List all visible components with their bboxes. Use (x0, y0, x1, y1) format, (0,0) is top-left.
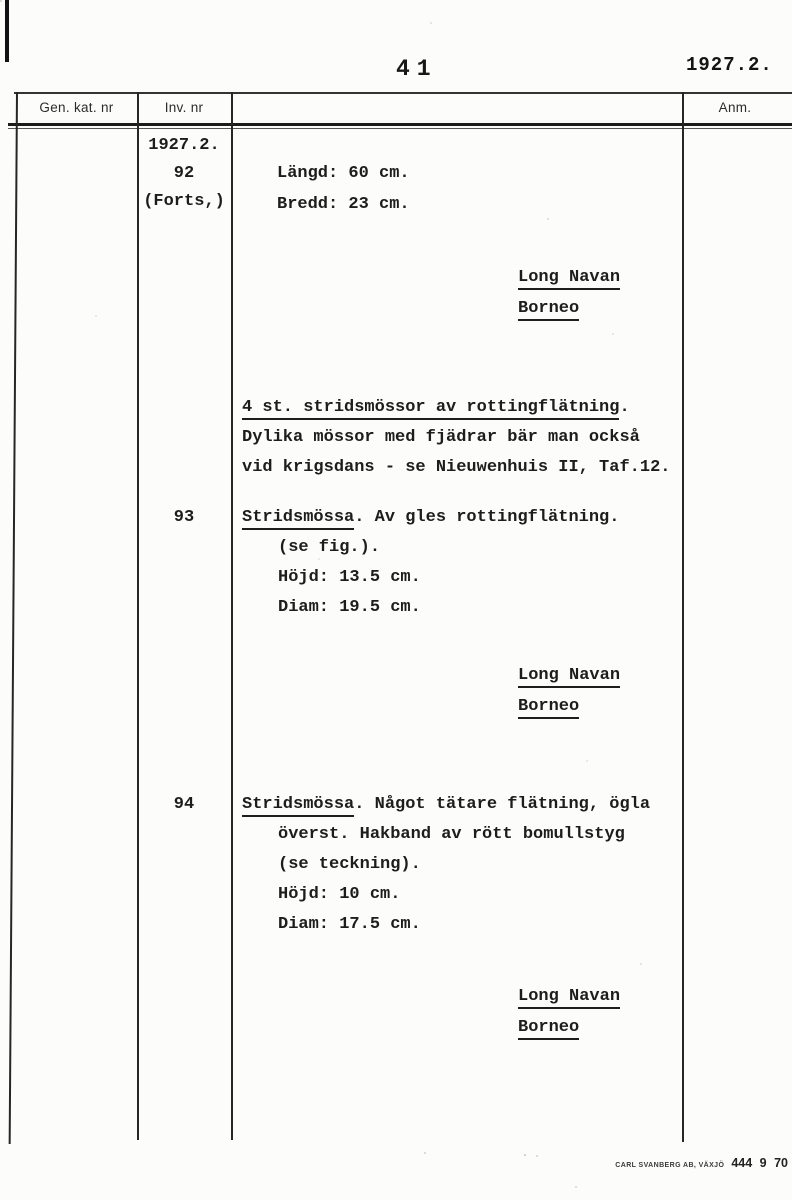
underlined-text: Long Navan (518, 666, 620, 688)
text-segment: (Forts,) (143, 192, 225, 211)
group-description-paragraph (242, 393, 670, 483)
inv-nr-block-entry-92 (137, 132, 231, 216)
text-line (242, 880, 650, 910)
text-line (242, 423, 670, 453)
underlined-text: 4 st. stridsmössor av rottingflätning (242, 398, 619, 420)
underlined-text: Long Navan (518, 268, 620, 290)
text-line (242, 790, 650, 820)
text-segment: (se teckning). (278, 855, 421, 874)
text-line (242, 453, 670, 483)
text-line (137, 188, 231, 216)
text-line (518, 262, 620, 293)
column-divider-3 (682, 92, 684, 1142)
scan-noise (0, 0, 2, 2)
inv-nr-block-entry-94 (137, 790, 231, 820)
text-line (242, 563, 619, 593)
underlined-text: Stridsmössa (242, 508, 354, 530)
text-segment: 1927.2. (148, 136, 220, 155)
underlined-text: Stridsmössa (242, 795, 354, 817)
text-segment: . Något tätare flätning, ögla (354, 795, 651, 814)
text-line (137, 503, 231, 533)
text-line (518, 1012, 620, 1043)
text-segment: Diam: 17.5 cm. (278, 915, 421, 934)
text-line (518, 660, 620, 691)
text-line (277, 189, 410, 220)
text-segment: vid krigsdans - se Nieuwenhuis II, Taf.12. (242, 458, 671, 477)
underlined-text: Long Navan (518, 987, 620, 1009)
text-line (242, 820, 650, 850)
page-edge-mark (5, 0, 9, 62)
description-entry-94 (242, 790, 650, 940)
text-segment: 92 (173, 164, 195, 183)
locality-entry-94 (518, 981, 620, 1043)
column-divider-2 (231, 92, 233, 1140)
text-line (518, 691, 620, 722)
inv-nr-block-entry-93 (137, 503, 231, 533)
text-line (242, 393, 670, 423)
column-header-anm: Anm. (718, 100, 752, 115)
text-line (277, 158, 410, 189)
locality-entry-93 (518, 660, 620, 722)
print-code: 444 9 70 (731, 1156, 788, 1170)
underlined-text: Borneo (518, 1018, 579, 1040)
printer-name: CARL SVANBERG AB, VÄXJÖ (615, 1162, 725, 1169)
underlined-text: Borneo (518, 697, 579, 719)
year-reference: 1927.2. (686, 54, 773, 76)
printer-imprint (615, 1156, 788, 1170)
text-segment: Längd: 60 cm. (277, 164, 410, 183)
table-border-left (9, 92, 18, 1144)
text-segment: Diam: 19.5 cm. (278, 598, 421, 617)
text-line (242, 910, 650, 940)
text-line (137, 132, 231, 160)
text-line (137, 790, 231, 820)
text-line (518, 293, 620, 324)
table-header-rule-heavy (8, 123, 792, 126)
text-segment: (se fig.). (278, 538, 381, 557)
table-header-rule-thin (8, 128, 792, 129)
text-segment: Dylika mössor med fjädrar bär man också (242, 428, 640, 447)
text-line (137, 160, 231, 188)
measurements-entry-92 (277, 158, 410, 220)
text-segment: 94 (173, 795, 195, 814)
text-line (518, 981, 620, 1012)
column-header-inv-nr: Inv. nr (164, 100, 204, 115)
text-segment: Höjd: 10 cm. (278, 885, 401, 904)
underlined-text: Borneo (518, 299, 579, 321)
page-number: 41 (396, 56, 438, 82)
column-header-gen-kat-nr: Gen. kat. nr (39, 100, 114, 115)
column-divider-1 (137, 92, 139, 1140)
text-segment: Bredd: 23 cm. (277, 195, 410, 214)
description-entry-93 (242, 503, 619, 623)
text-segment: överst. Hakband av rött bomullstyg (278, 825, 625, 844)
table-border-top (14, 92, 792, 94)
text-line (242, 503, 619, 533)
text-line (242, 850, 650, 880)
text-segment: 93 (173, 508, 195, 527)
text-segment: . Av gles rottingflätning. (354, 508, 620, 527)
text-segment: Höjd: 13.5 cm. (278, 568, 421, 587)
text-segment: . (619, 398, 630, 417)
text-line (242, 593, 619, 623)
text-line (242, 533, 619, 563)
locality-entry-92 (518, 262, 620, 324)
